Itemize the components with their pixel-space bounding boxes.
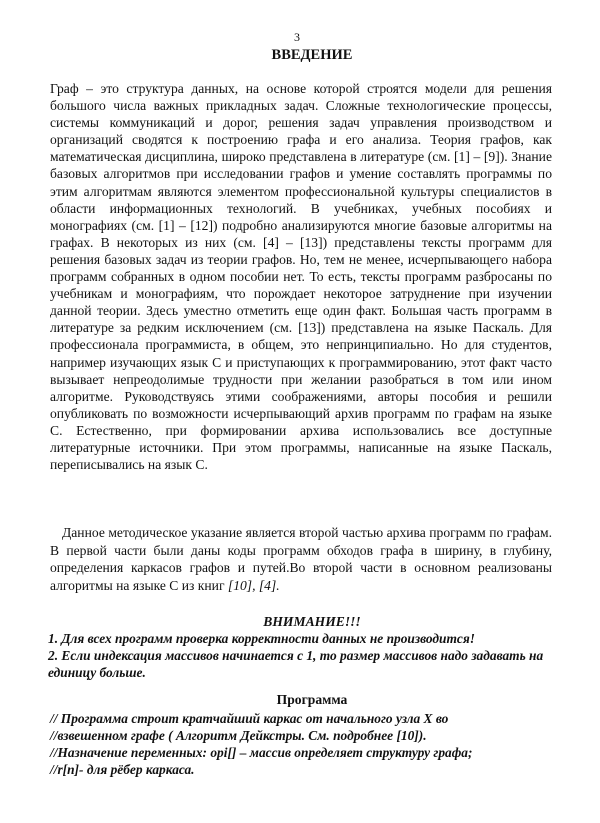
code-comment-line: //взвешенном графе ( Алгоритм Дейкстры. См. подробнее [10]). — [50, 728, 427, 743]
code-comment-line: //Назначение переменных: opi[] – массив определяет структуру графа; — [50, 745, 473, 760]
code-comment-line: //r[n]- для рёбер каркаса. — [50, 762, 195, 777]
warning-heading: ВНИМАНИЕ!!! — [263, 614, 361, 629]
warning-item: 2. Если индексация массивов начинается с 1, то размер массивов надо задавать на единицу больше. — [48, 648, 544, 680]
archive-part-references: [10], [4]. — [227, 577, 280, 593]
archive-part-text: Данное методическое указание является второй частью архива программ по графам. В первой части были даны коды программ обходов графа в ширину, в глубину, определения каркасов графов и путей.Во второй части в основном реализованы алгоритмы на языке С из книг — [50, 525, 552, 593]
program-comment-block — [50, 710, 560, 778]
page-number: 3 — [294, 30, 300, 44]
program-heading: Программа — [276, 692, 348, 707]
archive-part-paragraph — [50, 524, 552, 594]
intro-paragraph: Граф – это структура данных, на основе которой строятся модели для решения большого числа важных прикладных задач. Сложные технологические процессы, системы коммуникаций и дорог, решения задач управления производством и организаций сводятся к построению графа и его анализа. Теория графов, как математическая дисциплина, широко представлена в литературе (см. [1] – [9]). Знание базовых алгоритмов при исследовании графов и умение составлять программы по этим алгоритмам являются элементом профессиональной культуры специалистов в области информационных технологий. В учебниках, учебных пособиях и монографиях (см. [1] – [12]) подробно анализируются многие базовые алгоритмы на графах. В некоторых из них (см. [4] – [13]) представлены тексты программ для решения базовых задач из теории графов. Но, тем не менее, исчерпывающего набора программ собранных в одном пособии нет. То есть, тексты программ разбросаны по учебникам и монографиям, что порождает некоторое затруднение при изучении данной теории. Здесь уместно отметить еще один факт. Большая часть программ в литературе за редким исключением (см. [13]) представлена на языке Паскаль. Для профессионала программиста, в общем, это непринципиально. Но для студентов, например изучающих язык С и приступающих к программированию, этот факт часто вызывает непреодолимые трудности при желании разобраться в том или ином алгоритме. Руководствуясь этими соображениями, авторы пособия и решили опубликовать по возможности исчерпывающий архив программ по графам на языке С. Естественно, при формировании архива использовались все доступные литературные источники. При этом программы, написанные на языке Паскаль, переписывались на язык С. — [50, 81, 552, 473]
warning-item: 1. Для всех программ проверка корректности данных не производится! — [48, 631, 475, 646]
warning-list — [48, 630, 558, 681]
code-comment-line: // Программа строит кратчайший каркас от начального узла X во — [50, 711, 449, 726]
intro-heading: ВВЕДЕНИЕ — [271, 47, 353, 63]
